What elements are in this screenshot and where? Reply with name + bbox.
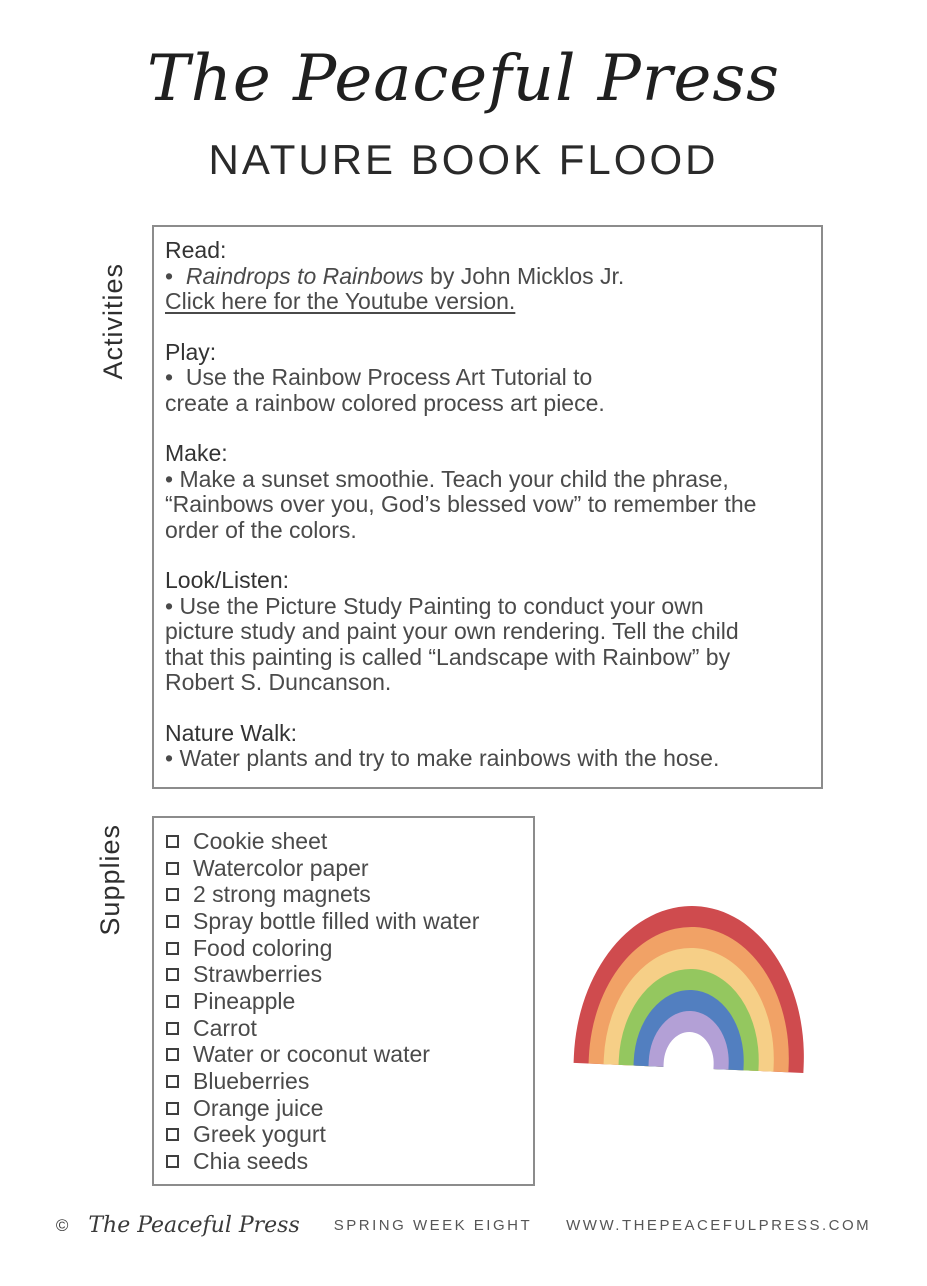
play-line: create a rainbow colored process art piece. <box>165 389 605 416</box>
rainbow-illustration <box>574 901 811 1073</box>
read-bullet-line <box>165 264 813 290</box>
supply-item <box>162 881 527 908</box>
supply-item <box>162 935 527 962</box>
supply-item-label: Strawberries <box>193 961 323 988</box>
nature-walk-line: • Water plants and try to make rainbows with the hose. <box>165 745 720 771</box>
supply-item-label: 2 strong magnets <box>193 881 371 908</box>
look-listen-section <box>165 568 813 696</box>
brand-logo: The Peaceful Press <box>147 42 780 116</box>
supply-item <box>162 988 527 1015</box>
checkbox[interactable] <box>166 1048 179 1061</box>
supply-item <box>162 1042 527 1069</box>
supply-item-label: Cookie sheet <box>193 827 328 854</box>
supply-item <box>162 1068 527 1095</box>
page-title: NATURE BOOK FLOOD <box>208 136 719 183</box>
play-section <box>165 340 813 417</box>
checkbox[interactable] <box>166 835 179 848</box>
supply-item-label: Pineapple <box>193 987 296 1014</box>
checkbox[interactable] <box>166 862 179 875</box>
checkbox[interactable] <box>166 915 179 928</box>
checkbox[interactable] <box>166 968 179 981</box>
supply-item-label: Greek yogurt <box>193 1121 326 1148</box>
supply-item-label: Water or coconut water <box>193 1041 430 1068</box>
look-listen-line: that this painting is called “Landscape with Rainbow” by <box>165 643 731 670</box>
checkbox[interactable] <box>166 1155 179 1168</box>
make-line: • Make a sunset smoothie. Teach your child the phrase, <box>165 465 729 492</box>
checkbox[interactable] <box>166 942 179 955</box>
nature-walk-heading: Nature Walk: <box>165 719 298 746</box>
supply-item <box>162 1015 527 1042</box>
supply-item <box>162 828 527 855</box>
supply-item <box>162 1095 527 1122</box>
play-line: • Use the Rainbow Process Art Tutorial to <box>165 364 593 390</box>
make-line: order of the colors. <box>165 516 357 543</box>
checkbox[interactable] <box>166 1075 179 1088</box>
make-section <box>165 441 813 543</box>
supply-item <box>162 961 527 988</box>
supply-item-label: Carrot <box>193 1014 257 1041</box>
look-listen-line: • Use the Picture Study Painting to conduct your own <box>165 592 704 619</box>
footer-week: SPRING WEEK EIGHT <box>333 1217 533 1234</box>
activities-section-label: Activities <box>98 263 128 380</box>
supply-item <box>162 1148 527 1175</box>
supply-item-label: Food coloring <box>193 934 333 961</box>
footer-brand: The Peaceful Press <box>88 1213 300 1238</box>
supplies-section-label: Supplies <box>95 824 125 936</box>
supply-item-label: Orange juice <box>193 1094 324 1121</box>
play-heading: Play: <box>165 338 217 365</box>
footer-website: WWW.THEPEACEFULPRESS.COM <box>566 1217 872 1234</box>
supplies-box <box>152 816 535 1186</box>
make-line: “Rainbows over you, God’s blessed vow” to remember the <box>165 491 757 517</box>
supply-item-label: Watercolor paper <box>193 854 369 881</box>
look-listen-heading: Look/Listen: <box>165 567 290 593</box>
checkbox[interactable] <box>166 995 179 1008</box>
footer <box>0 1213 927 1238</box>
supply-item-label: Chia seeds <box>193 1148 309 1175</box>
supply-item <box>162 855 527 882</box>
supply-item-label: Blueberries <box>193 1068 310 1095</box>
checkbox[interactable] <box>166 888 179 901</box>
book-title: Raindrops to Rainbows <box>185 262 424 289</box>
supply-item <box>162 1122 527 1149</box>
read-heading: Read: <box>165 237 227 263</box>
nature-walk-section <box>165 721 813 772</box>
look-listen-line: Robert S. Duncanson. <box>165 669 392 695</box>
copyright-icon: © <box>55 1215 69 1235</box>
checkbox[interactable] <box>166 1128 179 1141</box>
activities-box <box>152 225 823 789</box>
look-listen-line: picture study and paint your own rendering. Tell the child <box>165 618 739 644</box>
checkbox[interactable] <box>166 1022 179 1035</box>
supply-item-label: Spray bottle filled with water <box>193 907 480 934</box>
youtube-version-link[interactable]: Click here for the Youtube version. <box>165 288 516 314</box>
make-heading: Make: <box>165 440 228 466</box>
book-author: by John Micklos Jr. <box>423 262 625 289</box>
supply-item <box>162 908 527 935</box>
read-section <box>165 238 813 315</box>
bullet: • <box>165 262 186 289</box>
checkbox[interactable] <box>166 1102 179 1115</box>
